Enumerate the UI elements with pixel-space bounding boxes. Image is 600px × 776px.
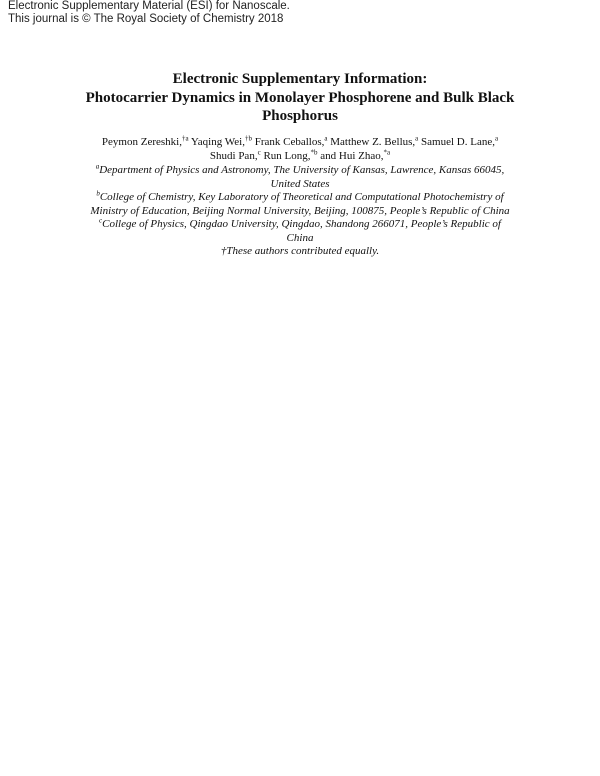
title-line-2: Photocarrier Dynamics in Monolayer Phosphorene and Bulk Black	[85, 89, 515, 106]
title-line-3: Phosphorus	[262, 108, 338, 124]
affiliation-mark: b	[96, 189, 100, 198]
author-affil-mark: *a	[383, 147, 391, 156]
equal-contribution-note: †These authors contributed equally.	[220, 245, 380, 257]
affiliation-b-line-1: $^b$College of Chemistry, Key Laboratory of Theoretical and Computational Photochemistry of	[96, 189, 504, 203]
author-affil-mark: †a	[181, 134, 189, 143]
author-name: Samuel D. Lane,	[418, 136, 495, 148]
author-affil-mark: a	[494, 134, 499, 143]
author-name: Shudi Pan,	[209, 149, 258, 162]
affiliation-mark: a	[95, 162, 100, 171]
author-affil-mark: c	[257, 147, 261, 156]
affiliation-c-line-2: China	[286, 231, 314, 244]
affiliation-a-line-2: United States	[270, 177, 330, 190]
paper-title	[60, 70, 540, 126]
author-affil-mark: a	[415, 134, 419, 143]
title-line-1: Electronic Supplementary Information:	[172, 71, 428, 87]
copyright-notice: This journal is © The Royal Society of Chemistry 2018	[8, 12, 284, 25]
author-name: Frank Ceballos,	[251, 136, 325, 148]
affiliation-b-line-2: Ministry of Education, Beijing Normal University, Beijing, 100875, People’s Republic of China	[90, 204, 510, 217]
affiliation-a-line-1: $^a$Department of Physics and Astronomy, The University of Kansas, Lawrence, Kansas 66045,	[95, 162, 505, 176]
author-line-1	[60, 136, 540, 150]
author-affil-mark: a	[324, 134, 328, 143]
affiliation-c-line-1: $^c$College of Physics, Qingdao University, Qingdao, Shandong 266071, People’s Republic of	[99, 216, 501, 230]
esi-notice: Electronic Supplementary Material (ESI) for Nanoscale.	[8, 0, 290, 12]
author-line-2	[60, 147, 540, 164]
author-name: Run Long,	[260, 149, 311, 162]
affiliation-mark: c	[99, 216, 103, 225]
author-affil-mark: *b	[310, 147, 318, 156]
author-name: Yaqing Wei,	[188, 136, 245, 148]
author-list	[60, 136, 540, 163]
author-name: and Hui Zhao,	[317, 149, 384, 162]
author-name: Matthew Z. Bellus,	[327, 136, 416, 148]
author-affil-mark: †b	[244, 134, 252, 143]
author-name: Peymon Zereshki,	[101, 136, 182, 148]
affiliation-list	[60, 164, 540, 259]
journal-header-note	[8, 0, 290, 25]
